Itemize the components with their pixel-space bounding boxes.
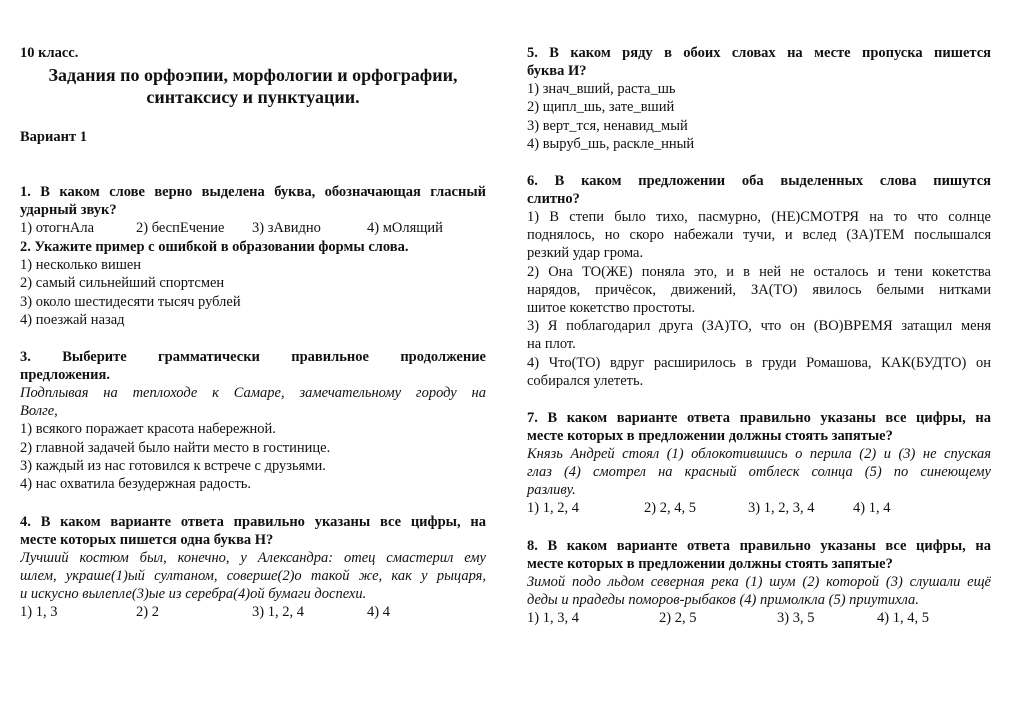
q5-text-line1: 5. В каком ряду в обоих словах на месте пропуска пишется <box>527 45 991 61</box>
q3-option-2: 2) главной задачей было найти место в гостинице. <box>20 440 331 456</box>
q7-option-2: 2) 2, 4, 5 <box>644 500 696 516</box>
q6-text-line1: 6. В каком предложении оба выделенных слова пишутся <box>527 173 991 189</box>
q5-option-1: 1) знач_вший, раста_шь <box>527 81 676 97</box>
q8-text-line2: месте которых в предложении должны стоять запятые? <box>527 556 893 572</box>
q6-line-1: 1) В степи было тихо, пасмурно, (НЕ)СМОТРЯ на то что солнце <box>527 209 991 225</box>
q3-text-line1: 3. Выберите грамматически правильное продолжение <box>20 349 486 365</box>
q8-quote-line2: деды и прадеды поморов-рыбаков (4) примолкла (5) приутихла. <box>527 592 919 608</box>
q7-text-line2: месте которых в предложении должны стоять запятые? <box>527 428 893 444</box>
q8-text-line1: 8. В каком варианте ответа правильно указаны все цифры, на <box>527 538 991 554</box>
q8-option-3: 3) 3, 5 <box>777 610 815 626</box>
q7-quote-line3: разливу. <box>527 482 576 498</box>
q3-text-line2: предложения. <box>20 367 110 383</box>
q7-option-3: 3) 1, 2, 3, 4 <box>748 500 815 516</box>
q4-option-2: 2) 2 <box>136 604 159 620</box>
q1-option-3: 3) зАвидно <box>252 220 321 236</box>
q4-option-1: 1) 1, 3 <box>20 604 58 620</box>
q4-quote-line1: Лучший костюм был, конечно, у Александра: отец смастерил ему <box>20 550 486 566</box>
q4-option-3: 3) 1, 2, 4 <box>252 604 304 620</box>
q2-text: 2. Укажите пример с ошибкой в образовании формы слова. <box>20 239 409 255</box>
q6-line-8: на плот. <box>527 336 576 352</box>
q8-option-1: 1) 1, 3, 4 <box>527 610 579 626</box>
page-title-line1: Задания по орфоэпии, морфологии и орфографии, <box>48 65 458 85</box>
q6-line-9: 4) Что(ТО) вдруг расширилось в груди Ромашова, КАК(БУДТО) он <box>527 355 991 371</box>
q3-quote-line1: Подплывая на теплоходе к Самаре, замечательному городу на <box>20 385 486 401</box>
q7-options <box>527 499 991 517</box>
q1-options <box>20 219 486 237</box>
q8-option-4: 4) 1, 4, 5 <box>877 610 929 626</box>
q7-text-line1: 7. В каком варианте ответа правильно указаны все цифры, на <box>527 410 991 426</box>
q5-option-2: 2) щипл_шь, зате_вший <box>527 99 675 115</box>
q8-option-2: 2) 2, 5 <box>659 610 697 626</box>
q8-quote-line1: Зимой подо льдом северная река (1) шум (2) которой (3) слушали ещё <box>527 574 991 590</box>
q2-option-3: 3) около шестидесяти тысяч рублей <box>20 294 241 310</box>
q6-line-3: резкий удар грома. <box>527 245 644 261</box>
q3-option-3: 3) каждый из нас готовился к встрече с друзьями. <box>20 458 326 474</box>
q3-option-1: 1) всякого поражает красота набережной. <box>20 421 276 437</box>
q7-option-4: 4) 1, 4 <box>853 500 891 516</box>
q1-option-4: 4) мОлящий <box>367 220 443 236</box>
q6-text-line2: слитно? <box>527 191 580 207</box>
q2-option-1: 1) несколько вишен <box>20 257 142 273</box>
q6-line-2: поднялось, но скоро набежали тучи, и вслед (ЗА)ТЕМ послышался <box>527 227 991 243</box>
q4-quote-line3: и искусно вылепле(3)ые из серебра(4)ой бумаги доспехи. <box>20 586 367 602</box>
grade-label: 10 класс. <box>20 45 79 61</box>
q5-option-4: 4) выруб_шь, раскле_нный <box>527 136 695 152</box>
q1-option-2: 2) беспЕчение <box>136 220 225 236</box>
q5-text-line2: буква И? <box>527 63 587 79</box>
q6-line-4: 2) Она ТО(ЖЕ) поняла это, и в ней не осталось и тени кокетства <box>527 264 991 280</box>
q2-option-4: 4) поезжай назад <box>20 312 125 328</box>
q6-line-6: шитое кокетство простоты. <box>527 300 696 316</box>
q4-options <box>20 603 486 621</box>
q6-line-7: 3) Я поблагодарил друга (ЗА)ТО, что он (ВО)ВРЕМЯ затащил меня <box>527 318 991 334</box>
q5-option-3: 3) верт_тся, ненавид_мый <box>527 118 688 134</box>
q1-text-line2: ударный звук? <box>20 202 117 218</box>
q7-quote-line1: Князь Андрей стоял (1) облокотившись о перила (2) и (3) не спуская <box>527 446 991 462</box>
q4-text-line1: 4. В каком варианте ответа правильно указаны все цифры, на <box>20 514 486 530</box>
q2-option-2: 2) самый сильнейший спортсмен <box>20 275 225 291</box>
q1-text-line1: 1. В каком слове верно выделена буква, обозначающая гласный <box>20 184 486 200</box>
q3-quote-line2: Волге, <box>20 403 58 419</box>
q7-quote-line2: глаз (4) смотрел на красный отблеск солнца (5) по синеющему <box>527 464 991 480</box>
q4-option-4: 4) 4 <box>367 604 390 620</box>
q4-text-line2: месте которых пишется одна буква Н? <box>20 532 274 548</box>
q6-line-10: собирался улететь. <box>527 373 644 389</box>
q1-option-1: 1) отогнАла <box>20 220 95 236</box>
variant-label: Вариант 1 <box>20 129 87 145</box>
q6-line-5: нарядов, причёсок, движений, ЗА(ТО) явилось белыми нитками <box>527 282 991 298</box>
page-title-line2: синтаксису и пунктуации. <box>146 87 360 107</box>
q4-quote-line2: шлем, украше(1)ый султаном, соверше(2)о такой же, как у рыцаря, <box>20 568 486 584</box>
q8-options <box>527 609 991 627</box>
q3-option-4: 4) нас охватила безудержная радость. <box>20 476 252 492</box>
q7-option-1: 1) 1, 2, 4 <box>527 500 579 516</box>
